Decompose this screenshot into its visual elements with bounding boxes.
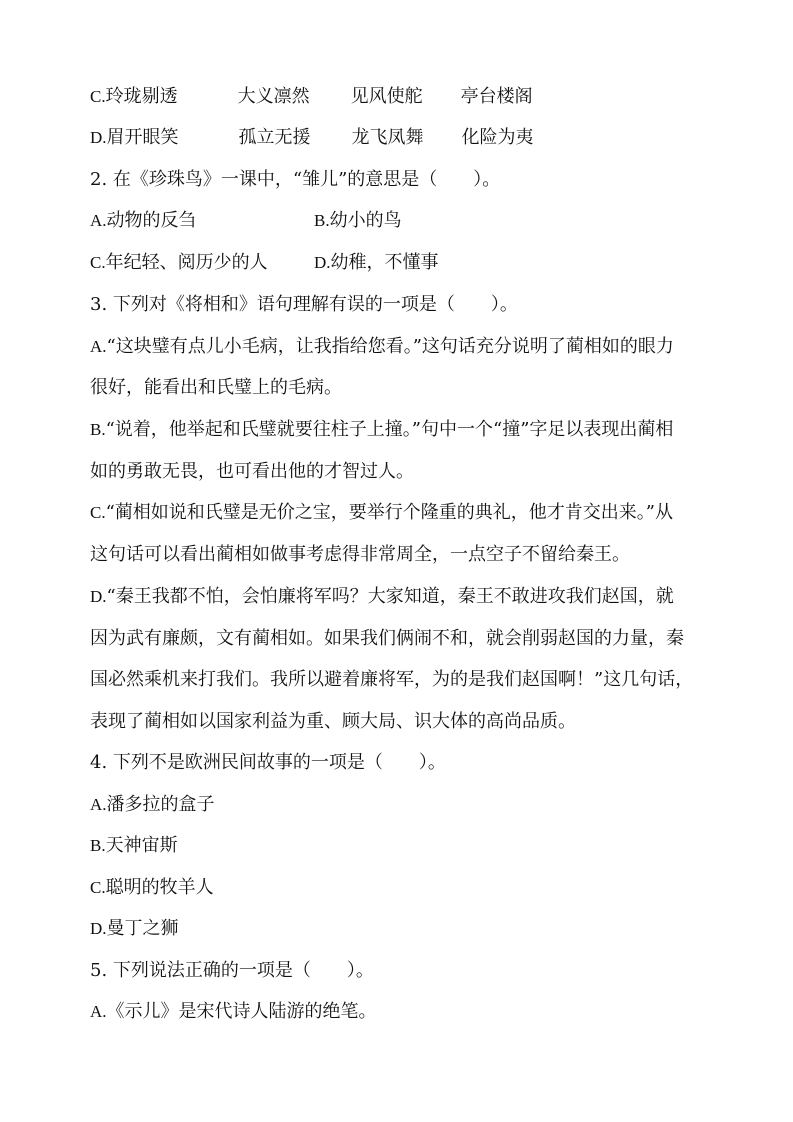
option-text: “说着，他举起和氏璧就要往柱子上撞。”句中一个“撞”字足以表现出蔺相 [105,419,674,440]
q5-stem: 5. 下列说法正确的一项是（ ）。 [90,960,374,981]
q2-options-ab [90,209,753,233]
q4-option-c [90,876,753,900]
q3-option-d-line1 [90,585,753,609]
option-text: “这块璧有点儿小毛病，让我指给您看。”这句话充分说明了蔺相如的眼力 [106,336,674,357]
option-text: 幼小的鸟 [329,210,402,231]
option-text: “蔺相如说和氏璧是无价之宝，要举行个隆重的典礼，他才肯交出来。”从 [105,502,673,523]
idiom: 玲珑剔透 [105,86,178,107]
q3-option-d-line2: 因为武有廉颇，文有蔺相如。如果我们俩闹不和，就会削弱赵国的力量，秦 [90,628,684,649]
option-label: C. [90,878,106,897]
option-label: C. [90,253,106,272]
option-text: 潘多拉的盒子 [106,794,215,815]
option-label: B. [90,836,106,855]
option-label: C. [90,503,106,522]
option-label: A. [90,1002,107,1021]
q3-stem: 3. 下列对《将相和》语句理解有误的一项是（ ）。 [90,294,518,315]
q2-options-cd [90,251,753,275]
q3-option-d-line3: 国必然乘机来打我们。我所以避着廉将军，为的是我们赵国啊！”这几句话， [90,669,694,690]
option-text: 幼稚，不懂事 [330,252,439,273]
q3-option-c-line2: 这句话可以看出蔺相如做事考虑得非常周全，一点空子不留给秦王。 [90,544,630,565]
idiom: 化险为夷 [461,127,534,148]
option-text: 《示儿》是宋代诗人陆游的绝笔。 [106,1001,377,1022]
option-label: D. [314,253,331,272]
q2-option-c [90,251,314,275]
idiom: 亭台楼阁 [460,86,533,107]
option-label: A. [90,211,107,230]
idiom: 大义凛然 [237,86,310,107]
q2-option-d [314,252,439,273]
q2-option-b [314,210,402,231]
option-text: 天神宙斯 [105,835,178,856]
option-label: B. [90,420,106,439]
q4-stem: 4. 下列不是欧洲民间故事的一项是（ ）。 [90,752,446,773]
option-label: A. [90,337,107,356]
option-text: 年纪轻、阅历少的人 [105,252,268,273]
q1-option-c [90,85,753,109]
option-label: B. [314,211,330,230]
idiom: 孤立无援 [238,127,311,148]
q4-option-d [90,917,753,941]
option-label: C. [90,87,106,106]
idiom: 龙飞凤舞 [351,127,424,148]
q5-option-a [90,1000,753,1024]
option-label: D. [90,587,107,606]
option-text: “秦王我都不怕，会怕廉将军吗？大家知道，秦王不敢进攻我们赵国，就 [106,586,674,607]
option-label: D. [90,919,107,938]
q2-option-a [90,209,314,233]
q4-option-b [90,834,753,858]
q3-option-a-line2: 很好，能看出和氏璧上的毛病。 [90,377,342,398]
idiom: 眉开眼笑 [106,127,179,148]
option-text: 动物的反刍 [106,210,197,231]
q1-option-d [90,126,753,150]
q3-option-b-line2: 如的勇敢无畏，也可看出他的才智过人。 [90,461,414,482]
q4-option-a [90,793,753,817]
option-label: D. [90,128,107,147]
option-label: A. [90,795,107,814]
q3-option-d-line4: 表现了蔺相如以国家利益为重、顾大局、识大体的高尚品质。 [90,711,576,732]
idiom: 见风使舵 [350,86,423,107]
q2-stem: 2. 在《珍珠鸟》一课中，“雏儿”的意思是（ ）。 [90,169,501,190]
option-text: 曼丁之狮 [106,918,179,939]
q3-option-c-line1 [90,501,753,525]
q3-option-b-line1 [90,418,753,442]
q3-option-a-line1 [90,335,753,359]
option-text: 聪明的牧羊人 [105,877,214,898]
